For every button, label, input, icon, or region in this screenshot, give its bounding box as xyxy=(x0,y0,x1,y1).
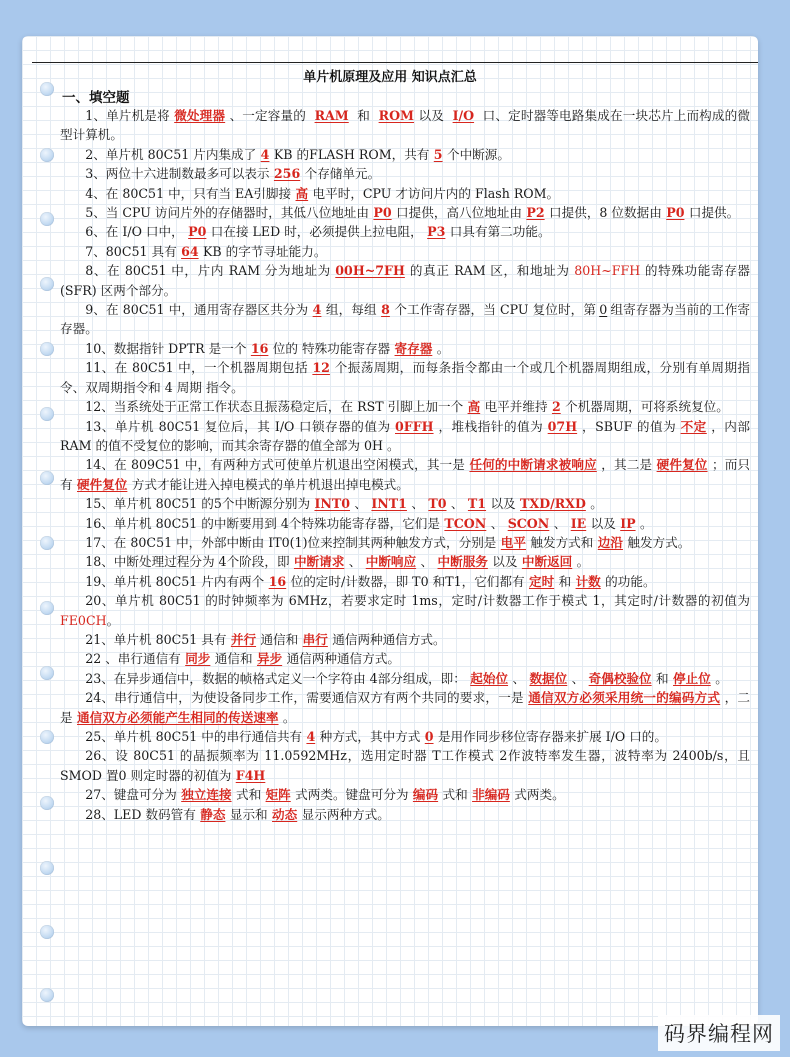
binder-hole-icon xyxy=(40,925,54,939)
printed-blank: 0 xyxy=(599,302,608,318)
question-text: 个机器周期，可将系统复位。 xyxy=(565,399,729,415)
binder-hole-icon xyxy=(40,730,54,744)
question-text: ；而只有 xyxy=(60,457,751,492)
question-text: 个工作寄存器，当 CPU 复位时，第 xyxy=(394,302,597,318)
question-text: 和 xyxy=(656,670,669,686)
question-text: 、 xyxy=(420,554,434,570)
question-text: 14、在 809C51 中，有两种方式可使单片机退出空闲模式，其一是 xyxy=(85,457,466,473)
question-item-6 xyxy=(60,222,750,241)
answer-blank: 边沿 xyxy=(597,534,623,550)
answer-blank: 动态 xyxy=(272,806,298,822)
site-watermark: 码界编程网 xyxy=(658,1015,780,1051)
question-text: 、 xyxy=(490,515,504,531)
answer-blank: P0 xyxy=(188,224,207,240)
answer-blank: 256 xyxy=(273,166,301,182)
answer-blank: 同步 xyxy=(185,651,211,667)
answer-blank: 4 xyxy=(312,302,322,318)
answer-blank: 电平 xyxy=(500,534,526,550)
question-text: 和 xyxy=(353,108,375,123)
question-text: 。 xyxy=(639,515,653,531)
question-item-2 xyxy=(60,145,750,164)
answer-blank: 00H~7FH xyxy=(335,263,405,279)
answer-blank: 高 xyxy=(295,185,309,201)
answer-blank: 并行 xyxy=(230,631,257,647)
question-text: 方式才能让进入掉电模式的单片机退出掉电模式。 xyxy=(131,476,409,492)
question-text: 以及 xyxy=(492,554,518,570)
binder-hole-icon xyxy=(40,342,54,356)
answer-blank: P0 xyxy=(373,205,392,221)
answer-blank: TXD/RXD xyxy=(520,496,586,512)
question-text: 。 xyxy=(436,340,450,356)
question-text: KB 的FLASH ROM，共有 xyxy=(273,146,430,162)
question-text: 口提供。 xyxy=(688,205,740,221)
answer-blank: 4 xyxy=(260,146,270,162)
answer-blank: INT1 xyxy=(371,496,407,512)
answer-blank: 4 xyxy=(306,729,316,744)
question-item-12 xyxy=(60,397,750,416)
answer-blank: 64 xyxy=(181,243,199,259)
question-item-26 xyxy=(60,746,750,785)
question-item-16 xyxy=(60,514,750,533)
question-text: ，其二是 xyxy=(601,457,653,473)
answer-blank: 中断返回 xyxy=(521,554,573,570)
question-text: 15、单片机 80C51 的5个中断源分别为 xyxy=(85,496,311,512)
page-title: 单片机原理及应用 知识点汇总 xyxy=(303,70,477,85)
question-item-19 xyxy=(60,572,750,591)
question-text: 组，每组 xyxy=(325,302,377,318)
question-text: ，内部 RAM 的值不受复位的影响，而其余寄存器的值全部为 0H 。 xyxy=(60,418,750,453)
question-list xyxy=(60,106,750,824)
question-text: 个振荡周期，而每条指令都由一个或几个机器周期组成，分别有单周期指令、双周期指令和 4 周期 指令。 xyxy=(60,360,751,395)
answer-blank: 编码 xyxy=(412,787,439,803)
question-item-20 xyxy=(60,591,750,630)
question-item-17 xyxy=(60,533,750,552)
question-text: 2、单片机 80C51 片内集成了 xyxy=(85,146,257,162)
question-item-25 xyxy=(60,727,750,746)
question-text: 21、单片机 80C51 具有 xyxy=(85,631,227,647)
question-text: 、 xyxy=(571,670,585,686)
question-text: 口在接 LED 时，必须提供上拉电阻， xyxy=(210,224,423,240)
question-text: 6、在 I/O 口中， xyxy=(85,224,184,240)
question-text: 17、在 80C51 中，外部中断由 IT0(1)位来控制其两种触发方式，分别是 xyxy=(85,534,497,550)
question-text: 、一定容量的 xyxy=(229,108,311,123)
answer-blank: 定时 xyxy=(528,573,555,589)
answer-blank: 微处理器 xyxy=(174,108,226,123)
question-item-15 xyxy=(60,494,750,513)
binder-hole-icon xyxy=(40,471,54,485)
question-text: 的功能。 xyxy=(605,573,656,589)
question-text: 、 xyxy=(512,670,526,686)
binder-hole-icon xyxy=(40,796,54,810)
question-text: 通信两种通信方式。 xyxy=(332,631,446,647)
question-text: 的真正 RAM 区，和地址为 xyxy=(409,263,575,279)
answer-blank: 起始位 xyxy=(470,670,509,686)
answer-text: FE0CH xyxy=(60,612,107,628)
question-text: 16、单片机 80C51 的中断要用到 4个特殊功能寄存器，它们是 xyxy=(85,515,440,531)
answer-blank: 中断响应 xyxy=(365,554,417,570)
question-text: 显示和 xyxy=(229,806,268,822)
answer-blank: F4H xyxy=(235,767,266,783)
question-item-3 xyxy=(60,164,750,183)
question-text: 、 xyxy=(354,496,367,512)
answer-blank: 计数 xyxy=(575,573,601,589)
answer-blank: 12 xyxy=(312,360,330,376)
question-text: 9、在 80C51 中，通用寄存器区共分为 xyxy=(85,302,309,318)
answer-text: 80H~FFH xyxy=(574,263,641,279)
question-text: 电平并维持 xyxy=(484,399,548,415)
answer-blank: 数据位 xyxy=(529,670,568,686)
question-item-23 xyxy=(60,669,750,688)
question-text: ，二是 xyxy=(60,690,751,725)
answer-blank: INT0 xyxy=(314,496,350,512)
binder-hole-icon xyxy=(40,277,54,291)
answer-blank: IP xyxy=(620,515,636,531)
question-text: 式两类。键盘可分为 xyxy=(295,787,409,803)
question-text: 11、在 80C51 中，一个机器周期包括 xyxy=(85,360,308,376)
answer-blank: 独立连接 xyxy=(181,787,232,803)
answer-blank: 中断服务 xyxy=(437,554,488,570)
question-text: 1、单片机是将 xyxy=(85,108,170,123)
binder-hole-icon xyxy=(40,536,54,550)
answer-blank: 8 xyxy=(381,302,390,318)
answer-blank: 16 xyxy=(268,573,287,589)
question-item-7 xyxy=(60,242,750,261)
answer-blank: 非编码 xyxy=(472,787,510,803)
answer-blank: 串行 xyxy=(302,631,328,647)
question-text: 触发方式。 xyxy=(627,534,691,550)
answer-blank: P3 xyxy=(427,224,446,240)
question-text: 。 xyxy=(106,612,120,628)
answer-blank: 奇偶校验位 xyxy=(588,670,652,686)
question-text: 的特殊功能寄存器(SFR) 区两个部分。 xyxy=(60,263,751,298)
question-text: 23、在异步通信中，数据的帧格式定义一个字符由 4部分组成，即： xyxy=(85,670,466,686)
question-text: 22 、串行通信有 xyxy=(85,651,181,667)
question-item-8 xyxy=(60,261,750,300)
binder-hole-icon xyxy=(40,212,54,226)
answer-blank: IE xyxy=(570,515,587,531)
answer-blank: RAM xyxy=(314,108,349,123)
question-text: 、 xyxy=(348,554,362,570)
question-text: 组寄存器为当前的工作寄存器。 xyxy=(60,302,751,337)
question-text: 12、当系统处于正常工作状态且振荡稳定后，在 RST 引脚上加一个 xyxy=(85,399,464,415)
question-text: 位的定时/计数器，即 T0 和T1，它们都有 xyxy=(290,573,525,589)
question-text: 13、单片机 80C51 复位后，其 I/O 口锁存器的值为 xyxy=(85,418,391,434)
binder-hole-icon xyxy=(40,601,54,615)
question-text: 。 xyxy=(590,496,603,512)
question-text: 。 xyxy=(282,709,296,725)
answer-blank: 硬件复位 xyxy=(77,476,128,492)
question-item-22 xyxy=(60,649,750,668)
question-text: 口具有第二功能。 xyxy=(449,224,551,240)
question-text: 27、键盘可分为 xyxy=(85,787,177,803)
section-heading: 一、填空题 xyxy=(62,90,130,106)
answer-blank: 不定 xyxy=(680,418,707,434)
answer-blank: 通信双方必须采用统一的编码方式 xyxy=(528,690,721,706)
answer-blank: P0 xyxy=(666,205,685,221)
question-text: 、 xyxy=(450,496,464,512)
question-text: 5、当 CPU 访问片外的存储器时，其低八位地址由 xyxy=(85,205,369,221)
binder-hole-icon xyxy=(40,666,54,680)
answer-blank: T0 xyxy=(428,496,447,512)
answer-blank: I/O xyxy=(452,108,475,123)
question-text: 电平时，CPU 才访问片内的 Flash ROM。 xyxy=(312,185,560,201)
answer-blank: SCON xyxy=(507,515,550,531)
question-text: 28、LED 数码管有 xyxy=(85,806,196,822)
header-rule xyxy=(32,62,758,63)
question-item-28 xyxy=(60,805,750,824)
binder-hole-icon xyxy=(40,861,54,875)
answer-blank: P2 xyxy=(526,205,545,221)
answer-blank: 0FFH xyxy=(395,418,434,434)
answer-blank: 停止位 xyxy=(673,670,711,686)
question-text: 19、单片机 80C51 片内有两个 xyxy=(85,573,265,589)
question-text: 26、设 80C51 的晶振频率为 11.0592MHz，选用定时器 T工作模式 2作波特率发生器，波特率为 2400b/s，且 SMOD 置0 则定时器的初值为 xyxy=(60,748,750,783)
question-text: 式两类。 xyxy=(514,787,565,803)
question-text: 通信和 xyxy=(260,631,299,647)
answer-blank: 寄存器 xyxy=(394,340,433,356)
answer-blank: 异步 xyxy=(256,651,283,667)
question-text: 式和 xyxy=(442,787,468,803)
answer-blank: TCON xyxy=(444,515,487,531)
question-text: 位的 特殊功能寄存器 xyxy=(272,340,391,356)
question-text: 20、单片机 80C51 的时钟频率为 6MHz，若要求定时 1ms，定时/计数器工作于模式 1，其定时/计数器的初值为 xyxy=(85,593,750,609)
question-text: 25、单片机 80C51 中的串行通信共有 xyxy=(85,729,303,744)
answer-blank: 通信双方必须能产生相同的传送速率 xyxy=(77,709,279,725)
question-text: 以及 xyxy=(418,108,449,123)
question-text: 、 xyxy=(553,515,567,531)
question-text: 10、数据指针 DPTR 是一个 xyxy=(85,340,247,356)
question-text: 24、串行通信中，为使设备同步工作，需要通信双方有两个共同的要求，一是 xyxy=(85,690,524,706)
answer-blank: ROM xyxy=(378,108,414,123)
question-text: 口提供，高八位地址由 xyxy=(396,205,522,221)
answer-blank: 2 xyxy=(551,399,561,415)
question-text: 个中断源。 xyxy=(446,146,510,162)
question-item-10 xyxy=(60,339,750,358)
question-item-27 xyxy=(60,785,750,804)
answer-blank: 静态 xyxy=(200,806,226,822)
question-text: 口、定时器等电路集成在一块芯片上而构成的微型计算机。 xyxy=(60,108,750,143)
question-item-11 xyxy=(60,358,750,397)
question-text: 。 xyxy=(576,554,590,570)
binder-hole-icon xyxy=(40,407,54,421)
question-item-18 xyxy=(60,552,750,571)
question-text: 个存储单元。 xyxy=(304,166,381,182)
answer-blank: 硬件复位 xyxy=(656,457,708,473)
question-text: 种方式，其中方式 xyxy=(319,729,421,744)
answer-blank: 5 xyxy=(433,146,443,162)
question-text: 、 xyxy=(411,496,424,512)
question-text: 口提供，8 位数据由 xyxy=(549,205,662,221)
question-text: 显示两种方式。 xyxy=(301,806,390,822)
question-text: 7、80C51 具有 xyxy=(85,243,177,259)
question-text: 通信和 xyxy=(214,651,253,667)
question-item-4 xyxy=(60,184,750,203)
question-item-24 xyxy=(60,688,750,727)
question-text: 式和 xyxy=(235,787,262,803)
question-text: 和 xyxy=(558,573,572,589)
question-text: ，SBUF 的值为 xyxy=(581,418,677,434)
question-text: 18、中断处理过程分为 4个阶段，即 xyxy=(85,554,290,570)
question-text: 以及 xyxy=(590,515,616,531)
question-item-21 xyxy=(60,630,750,649)
question-text: 以及 xyxy=(490,496,516,512)
question-item-14 xyxy=(60,455,750,494)
question-item-9 xyxy=(60,300,750,339)
question-item-13 xyxy=(60,417,750,456)
question-item-1 xyxy=(60,106,750,145)
question-item-5 xyxy=(60,203,750,222)
answer-blank: 中断请求 xyxy=(293,554,345,570)
question-text: 3、两位十六进制数最多可以表示 xyxy=(85,166,270,182)
question-text: KB 的字节寻址能力。 xyxy=(203,243,327,259)
answer-blank: 任何的中断请求被响应 xyxy=(469,457,597,473)
answer-blank: 16 xyxy=(250,340,269,356)
answer-blank: 矩阵 xyxy=(265,787,291,803)
binder-hole-icon xyxy=(40,988,54,1002)
question-text: 触发方式和 xyxy=(530,534,594,550)
answer-blank: 高 xyxy=(467,399,481,415)
answer-blank: 0 xyxy=(424,729,434,744)
question-text: 通信两种通信方式。 xyxy=(286,651,400,667)
answer-blank: T1 xyxy=(467,496,487,512)
question-text: 是用作同步移位寄存器来扩展 I/O 口的。 xyxy=(437,729,667,744)
question-text: 8、在 80C51 中，片内 RAM 分为地址为 xyxy=(85,263,331,279)
answer-blank: 07H xyxy=(547,418,578,434)
question-text: ，堆栈指针的值为 xyxy=(437,418,544,434)
binder-hole-icon xyxy=(40,148,54,162)
question-text: 。 xyxy=(715,670,728,686)
question-text: 4、在 80C51 中，只有当 EA引脚接 xyxy=(85,185,292,201)
notebook-page xyxy=(22,36,758,1026)
